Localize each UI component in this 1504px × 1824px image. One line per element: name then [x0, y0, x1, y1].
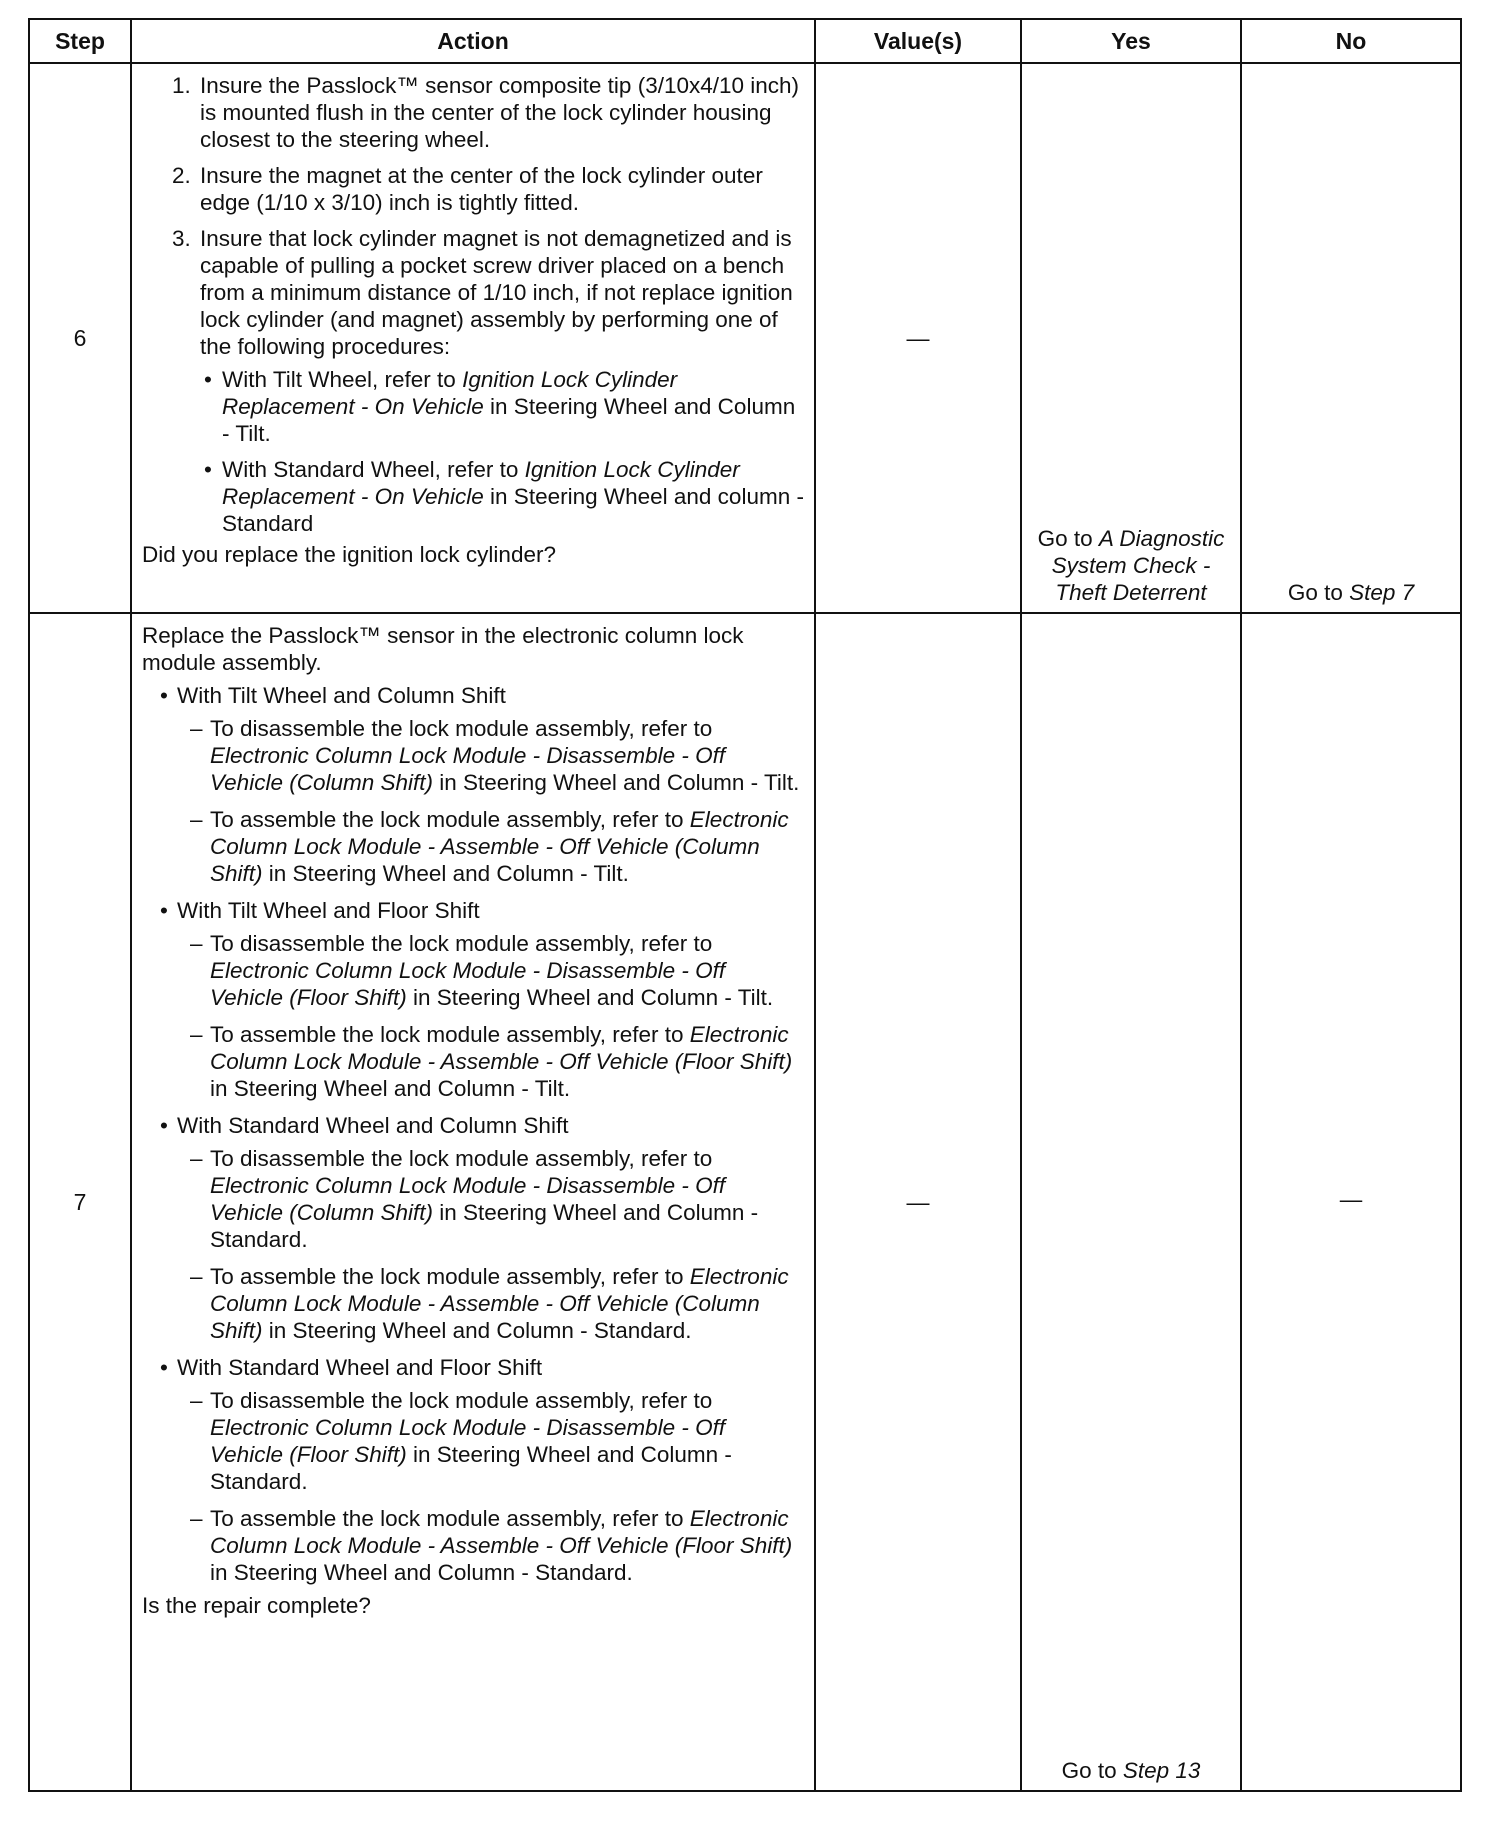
bullet-item: • With Standard Wheel and Column Shift [160, 1113, 569, 1138]
no-cell: Go to Step 7 [1241, 63, 1461, 613]
action-cell [131, 613, 815, 1791]
yes-cell: Go to Step 13 [1021, 613, 1241, 1791]
numbered-item: 2. Insure the magnet at the center of the lock cylinder outer edge (1/10 x 3/10) inch is tightly fitted. [172, 163, 763, 215]
reference-link: Electronic Column Lock Module - Assemble - Off Vehicle (Floor Shift) [210, 1022, 793, 1074]
header-row [29, 19, 1461, 63]
dash-item: – To disassemble the lock module assembly, refer to Electronic Column Lock Module - Disassemble - Off Vehicle (Floor Shift) in Steering Wheel and Column - Standard. [190, 1388, 732, 1494]
dash-item: – To disassemble the lock module assembly, refer to Electronic Column Lock Module - Disassemble - Off Vehicle (Floor Shift) in Steering Wheel and Column - Tilt. [190, 931, 774, 1010]
step-number: 7 [29, 613, 131, 1791]
reference-link: Ignition Lock Cylinder Replacement - On Vehicle [222, 367, 678, 419]
header-no: No [1241, 19, 1461, 63]
value-cell: — [815, 63, 1021, 613]
header-yes: Yes [1021, 19, 1241, 63]
question: Did you replace the ignition lock cylinder? [142, 542, 556, 567]
dash-item: – To assemble the lock module assembly, refer to Electronic Column Lock Module - Assemble - Off Vehicle (Floor Shift) in Steering Wheel and Column - Standard. [190, 1506, 793, 1585]
table-row-step-7 [29, 613, 1461, 1791]
dash-item: – To assemble the lock module assembly, refer to Electronic Column Lock Module - Assemble - Off Vehicle (Floor Shift) in Steering Wheel and Column - Tilt. [190, 1022, 793, 1101]
header-step: Step [29, 19, 131, 63]
bullet-item: • With Standard Wheel and Floor Shift [160, 1355, 543, 1380]
reference-link: Electronic Column Lock Module - Assemble - Off Vehicle (Column Shift) [210, 807, 789, 886]
reference-link: Ignition Lock Cylinder Replacement - On Vehicle [222, 457, 740, 509]
numbered-item: 1. Insure the Passlock™ sensor composite tip (3/10x4/10 inch) is mounted flush in the center of the lock cylinder housing closest to the steering wheel. [172, 73, 800, 152]
dash-item: – To assemble the lock module assembly, refer to Electronic Column Lock Module - Assemble - Off Vehicle (Column Shift) in Steering Wheel and Column - Tilt. [190, 807, 789, 886]
step-number: 6 [29, 63, 131, 613]
dash-item: – To assemble the lock module assembly, refer to Electronic Column Lock Module - Assemble - Off Vehicle (Column Shift) in Steering Wheel and Column - Standard. [190, 1264, 789, 1343]
header-action: Action [131, 19, 815, 63]
intro-text: Replace the Passlock™ sensor in the electronic column lock module assembly. [142, 623, 744, 675]
reference-link: Electronic Column Lock Module - Assemble - Off Vehicle (Floor Shift) [210, 1506, 793, 1558]
dash-item: – To disassemble the lock module assembly, refer to Electronic Column Lock Module - Disassemble - Off Vehicle (Column Shift) in Steering Wheel and Column - Tilt. [190, 716, 800, 795]
reference-link: Electronic Column Lock Module - Disassemble - Off Vehicle (Column Shift) [210, 743, 726, 795]
reference-link: Electronic Column Lock Module - Disassemble - Off Vehicle (Floor Shift) [210, 1415, 726, 1467]
reference-link: Step 7 [1349, 580, 1415, 605]
yes-cell: Go to A Diagnostic System Check - Theft Deterrent [1021, 63, 1241, 613]
no-cell: — [1241, 613, 1461, 1791]
reference-link: Electronic Column Lock Module - Disassemble - Off Vehicle (Column Shift) [210, 1173, 726, 1225]
header-values: Value(s) [815, 19, 1021, 63]
reference-link: Electronic Column Lock Module - Disassemble - Off Vehicle (Floor Shift) [210, 958, 726, 1010]
reference-link: A Diagnostic System Check - Theft Deterrent [1051, 526, 1225, 605]
bullet-item: • With Standard Wheel, refer to Ignition Lock Cylinder Replacement - On Vehicle in Steering Wheel and column - Standard [204, 457, 804, 536]
table-row-step-6 [29, 63, 1461, 613]
numbered-item: 3. Insure that lock cylinder magnet is not demagnetized and is capable of pulling a pocket screw driver placed on a bench from a minimum distance of 1/10 inch, if not replace ignition lock cylinder (and magnet) assembly by performing one of the following procedures: [172, 226, 793, 359]
bullet-item: • With Tilt Wheel, refer to Ignition Lock Cylinder Replacement - On Vehicle in Steering Wheel and Column - Tilt. [204, 367, 796, 446]
reference-link: Electronic Column Lock Module - Assemble - Off Vehicle (Column Shift) [210, 1264, 789, 1343]
reference-link: Step 13 [1122, 1758, 1201, 1783]
dash-item: – To disassemble the lock module assembly, refer to Electronic Column Lock Module - Disassemble - Off Vehicle (Column Shift) in Steering Wheel and Column - Standard. [190, 1146, 759, 1252]
value-cell: — [815, 613, 1021, 1791]
diagnostic-table [28, 18, 1462, 1792]
action-cell [131, 63, 815, 613]
bullet-item: • With Tilt Wheel and Floor Shift [160, 898, 480, 923]
question: Is the repair complete? [142, 1593, 371, 1618]
bullet-item: • With Tilt Wheel and Column Shift [160, 683, 506, 708]
